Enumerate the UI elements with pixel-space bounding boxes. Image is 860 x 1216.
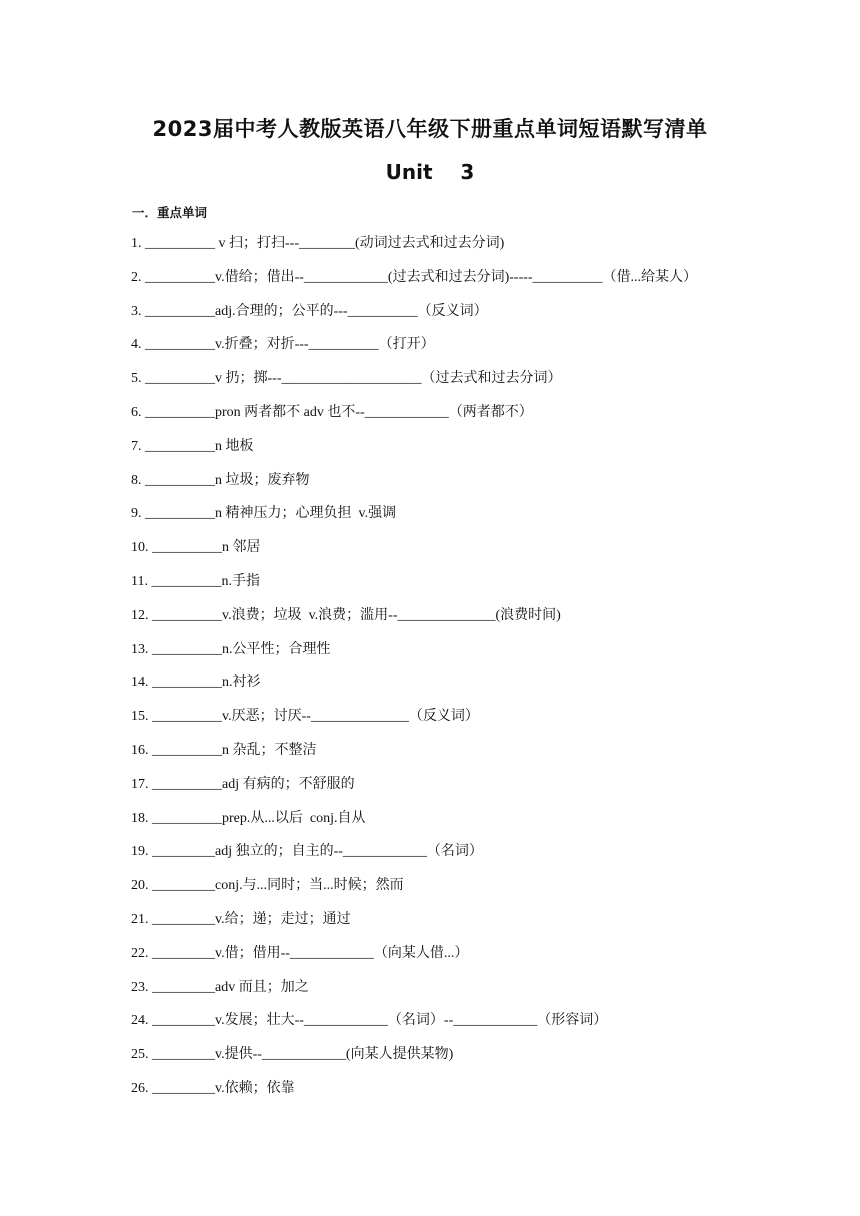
item-text: __________v.折叠；对折---__________（打开） (145, 337, 435, 353)
item-number: 10. (131, 540, 149, 556)
list-item (131, 268, 831, 302)
list-item (131, 369, 831, 403)
item-number: 14. (131, 675, 149, 691)
list-item (131, 640, 831, 674)
item-text: __________n.衬衫 (152, 675, 261, 691)
item-text: _________v.提供--____________(向某人提供某物) (152, 1047, 454, 1063)
item-text: __________pron 两者都不 adv 也不--____________（两者都不） (145, 404, 533, 420)
item-number: 2. (131, 269, 142, 285)
list-item (131, 876, 831, 910)
vocabulary-list (131, 234, 831, 1113)
list-item (131, 538, 831, 572)
list-item (131, 403, 831, 437)
item-number: 1. (131, 236, 142, 251)
item-number: 25. (131, 1047, 149, 1063)
list-item (131, 437, 831, 471)
list-item (131, 978, 831, 1012)
item-number: 19. (131, 844, 149, 860)
list-item (131, 302, 831, 336)
item-number: 3. (131, 303, 142, 319)
item-number: 16. (131, 742, 149, 758)
item-number: 22. (131, 945, 149, 961)
list-item (131, 842, 831, 876)
list-item (131, 1011, 831, 1045)
list-item (131, 572, 831, 606)
list-item (131, 741, 831, 775)
list-item (131, 471, 831, 505)
list-item (131, 910, 831, 944)
item-number: 20. (131, 878, 149, 894)
item-number: 4. (131, 337, 142, 353)
item-number: 12. (131, 607, 149, 623)
item-text: __________n 邻居 (152, 540, 261, 556)
item-text: __________n 地板 (145, 438, 254, 454)
item-text: __________n.公平性；合理性 (152, 641, 331, 657)
item-text: _________adj 独立的；自主的--____________（名词） (152, 844, 483, 860)
item-text: __________n.手指 (151, 573, 260, 589)
item-text: __________n 垃圾；废弃物 (145, 472, 310, 488)
item-number: 17. (131, 776, 149, 792)
item-number: 8. (131, 472, 142, 488)
section-heading: 一．重点单词 (132, 205, 208, 220)
list-item (131, 234, 831, 268)
list-item (131, 673, 831, 707)
item-text: _________v.发展；壮大--____________（名词）--____________（形容词） (152, 1013, 608, 1029)
item-number: 26. (131, 1080, 149, 1096)
item-number: 13. (131, 641, 149, 657)
item-text: __________ v 扫；打扫---________(动词过去式和过去分词) (145, 236, 505, 251)
list-item (131, 944, 831, 978)
item-text: __________n 精神压力；心理负担 v.强调 (145, 506, 397, 522)
item-text: __________v.厌恶；讨厌--______________（反义词） (152, 709, 479, 725)
item-number: 18. (131, 810, 149, 826)
item-text: _________v.依赖；依靠 (152, 1080, 295, 1096)
document-title: 2023届中考人教版英语八年级下册重点单词短语默写清单 (152, 117, 708, 141)
item-text: __________v.浪费；垃圾 v.浪费；滥用--______________(浪费时间) (152, 607, 561, 623)
item-text: __________adj 有病的；不舒服的 (152, 776, 355, 792)
list-item (131, 606, 831, 640)
item-text: _________v.借；借用--____________（向某人借...） (152, 945, 469, 961)
item-text: __________n 杂乱；不整洁 (152, 742, 317, 758)
item-number: 23. (131, 979, 149, 995)
list-item (131, 504, 831, 538)
item-text: __________prep.从...以后 conj.自从 (152, 810, 366, 826)
list-item (131, 335, 831, 369)
item-text: _________conj.与...同时；当...时候；然而 (152, 878, 404, 894)
unit-heading: Unit 3 (385, 160, 475, 184)
item-number: 11. (131, 573, 148, 589)
item-number: 9. (131, 506, 142, 522)
item-text: _________adv 而且；加之 (152, 979, 309, 995)
item-number: 7. (131, 438, 142, 454)
list-item (131, 809, 831, 843)
item-text: __________v.借给；借出--____________(过去式和过去分词)-----__________（借...给某人） (145, 269, 698, 285)
item-number: 24. (131, 1013, 149, 1029)
item-number: 5. (131, 371, 142, 387)
list-item (131, 707, 831, 741)
item-number: 21. (131, 911, 149, 927)
item-text: __________adj.合理的；公平的---__________（反义词） (145, 303, 488, 319)
list-item (131, 1079, 831, 1113)
list-item (131, 1045, 831, 1079)
list-item (131, 775, 831, 809)
item-text: _________v.给；递；走过；通过 (152, 911, 351, 927)
item-text: __________v 扔；掷---____________________（过去式和过去分词） (145, 371, 562, 387)
item-number: 15. (131, 709, 149, 725)
item-number: 6. (131, 404, 142, 420)
